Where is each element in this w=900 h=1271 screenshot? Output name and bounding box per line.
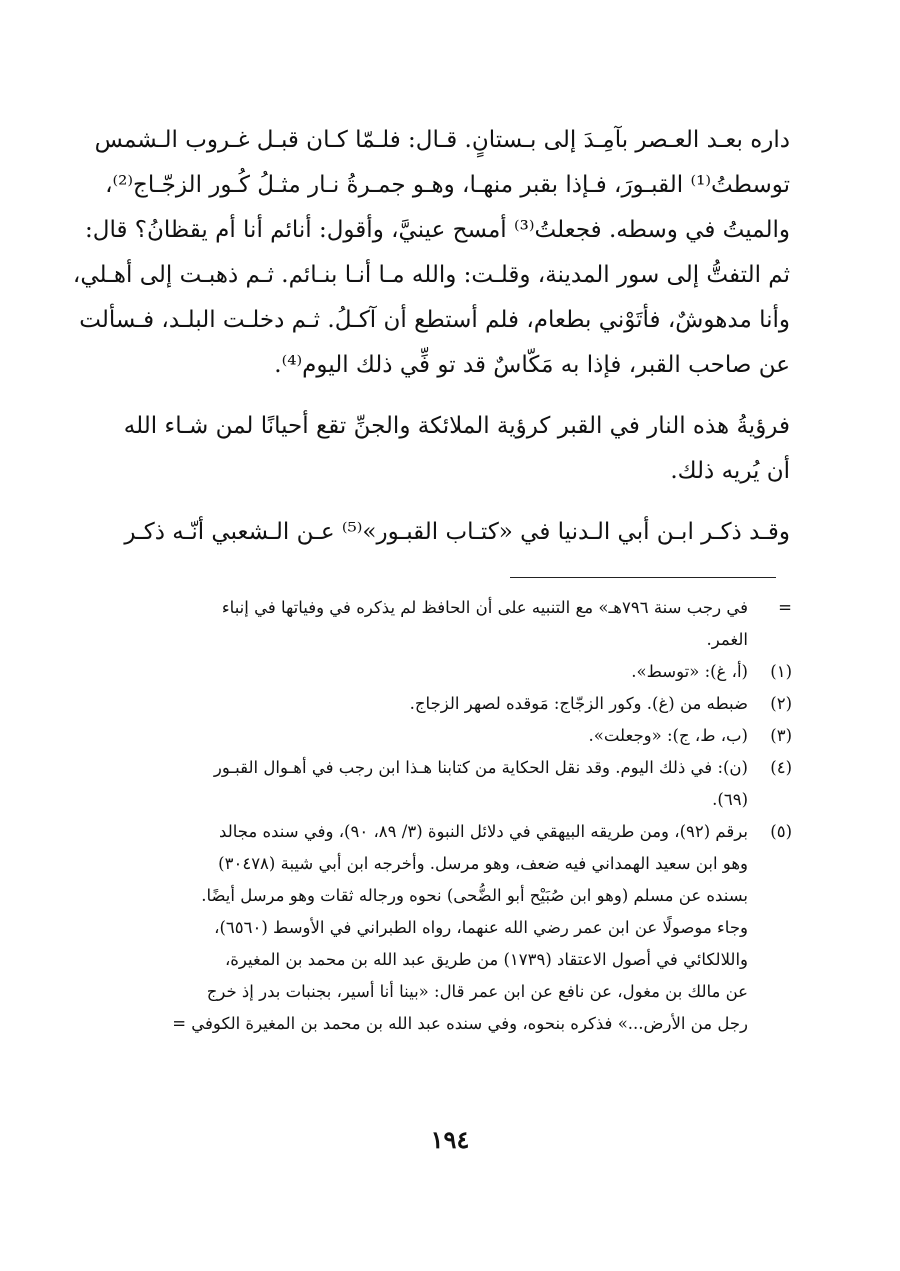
page-number: ١٩٤ <box>430 1125 470 1154</box>
footnote-text: واللالكائي في أصول الاعتقاد (١٧٣٩) من طريق عبد الله بن محمد بن المغيرة، <box>224 950 748 969</box>
text-line: داره بعـد العـصر بآمِـدَ إلى بـستانٍ. قـال: فلـمّا كـان قبـل غـروب الـشمس <box>94 127 790 153</box>
footnote-text: رجل من الأرض...» فذكره بنحوه، وفي سنده عبد الله بن محمد بن المغيرة الكوفي = <box>172 1014 748 1033</box>
text-line: ثم التفتُّ إلى سور المدينة، وقلـت: والله مـا أنـا بنـائم. ثـم ذهبـت إلى أهـلي، <box>72 262 790 288</box>
paragraph <box>118 404 790 494</box>
footnote-text: في رجب سنة ٧٩٦هـ» مع التنبيه على أن الحافظ لم يذكره في وفياتها في إنباء <box>221 598 748 617</box>
footnote-number: (١) <box>770 662 792 681</box>
footnote-text: (٦٩). <box>712 790 748 809</box>
footnotes <box>116 592 792 1040</box>
footnote-text: وجاء موصولًا عن ابن عمر رضي الله عنهما، رواه الطبراني في الأوسط (٦٥٦٠)، <box>214 918 748 937</box>
footnote-text: بسنده عن مسلم (وهو ابن صُبَيْح أبو الضُّحى) نحوه ورجاله ثقات وهو مرسل أيضًا. <box>201 886 748 905</box>
text-line: وقـد ذكـر ابـن أبي الـدنيا في «كتـاب القبـور»⁽⁵⁾ عـن الـشعبي أنّـه ذكـر <box>124 519 790 545</box>
text-line: فرؤيةُ هذه النار في القبر كرؤية الملائكة والجنِّ تقع أحيانًا لمن شـاء الله <box>123 413 790 439</box>
footnote-text: الغمر. <box>706 630 748 649</box>
footnote-text: عن مالك بن مغول، عن نافع عن ابن عمر قال: «بينا أنا أسير، بجنبات بدر إذ خرج <box>206 982 748 1001</box>
footnote-divider <box>510 577 776 578</box>
text-line: توسطتُ⁽¹⁾ القبـورَ، فـإذا بقبر منهـا، وهـو جمـرةُ نـار مثـلُ كُـور الزجّـاج⁽²⁾، <box>105 172 790 198</box>
footnote <box>116 752 792 816</box>
footnote <box>116 688 792 720</box>
footnote-number: (٢) <box>770 694 792 713</box>
footnote-text: وهو ابن سعيد الهمداني فيه ضعف، وهو مرسل. وأخرجه ابن أبي شيبة (٣٠٤٧٨) <box>218 854 748 873</box>
footnote-text: ضبطه من (غ). وكور الزجّاج: مَوقده لصهر الزجاج. <box>409 694 748 713</box>
footnote-text: برقم (٩٢)، ومن طريقه البيهقي في دلائل النبوة (٣/ ٨٩، ٩٠)، وفي سنده مجالد <box>219 822 748 841</box>
text-line: وأنا مدهوشٌ، فأتَوْني بطعام، فلم أستطع أن آكـلُ. ثـم دخلـت البلـد، فـسألت <box>79 307 790 333</box>
footnote-number: (٥) <box>770 822 792 841</box>
footnote-number: (٣) <box>770 726 792 745</box>
paragraph <box>72 118 790 388</box>
footnote <box>116 816 792 1040</box>
footnote <box>116 656 792 688</box>
footnote-text: (ب، ط، ج): «وجعلت». <box>588 726 748 745</box>
footnote <box>116 592 792 656</box>
main-text <box>72 118 790 555</box>
footnote-number: (٤) <box>770 758 792 777</box>
text-line: أن يُريه ذلك. <box>670 458 790 484</box>
text-line: والميتُ في وسطه. فجعلتُ⁽³⁾ أمسح عينيَّ، وأقول: أنائم أنا أم يقظانُ؟ قال: <box>85 217 790 243</box>
paragraph <box>118 510 790 555</box>
footnote-text: (أ، غ): «توسط». <box>631 662 748 681</box>
footnote <box>116 720 792 752</box>
text-line: عن صاحب القبر، فإذا به مَكّاسٌ قد تو فِّي ذلك اليوم⁽⁴⁾. <box>274 352 790 378</box>
footnote-text: (ن): في ذلك اليوم. وقد نقل الحكاية من كتابنا هـذا ابن رجب في أهـوال القبـور <box>213 758 748 777</box>
footnote-number: = <box>778 598 792 617</box>
